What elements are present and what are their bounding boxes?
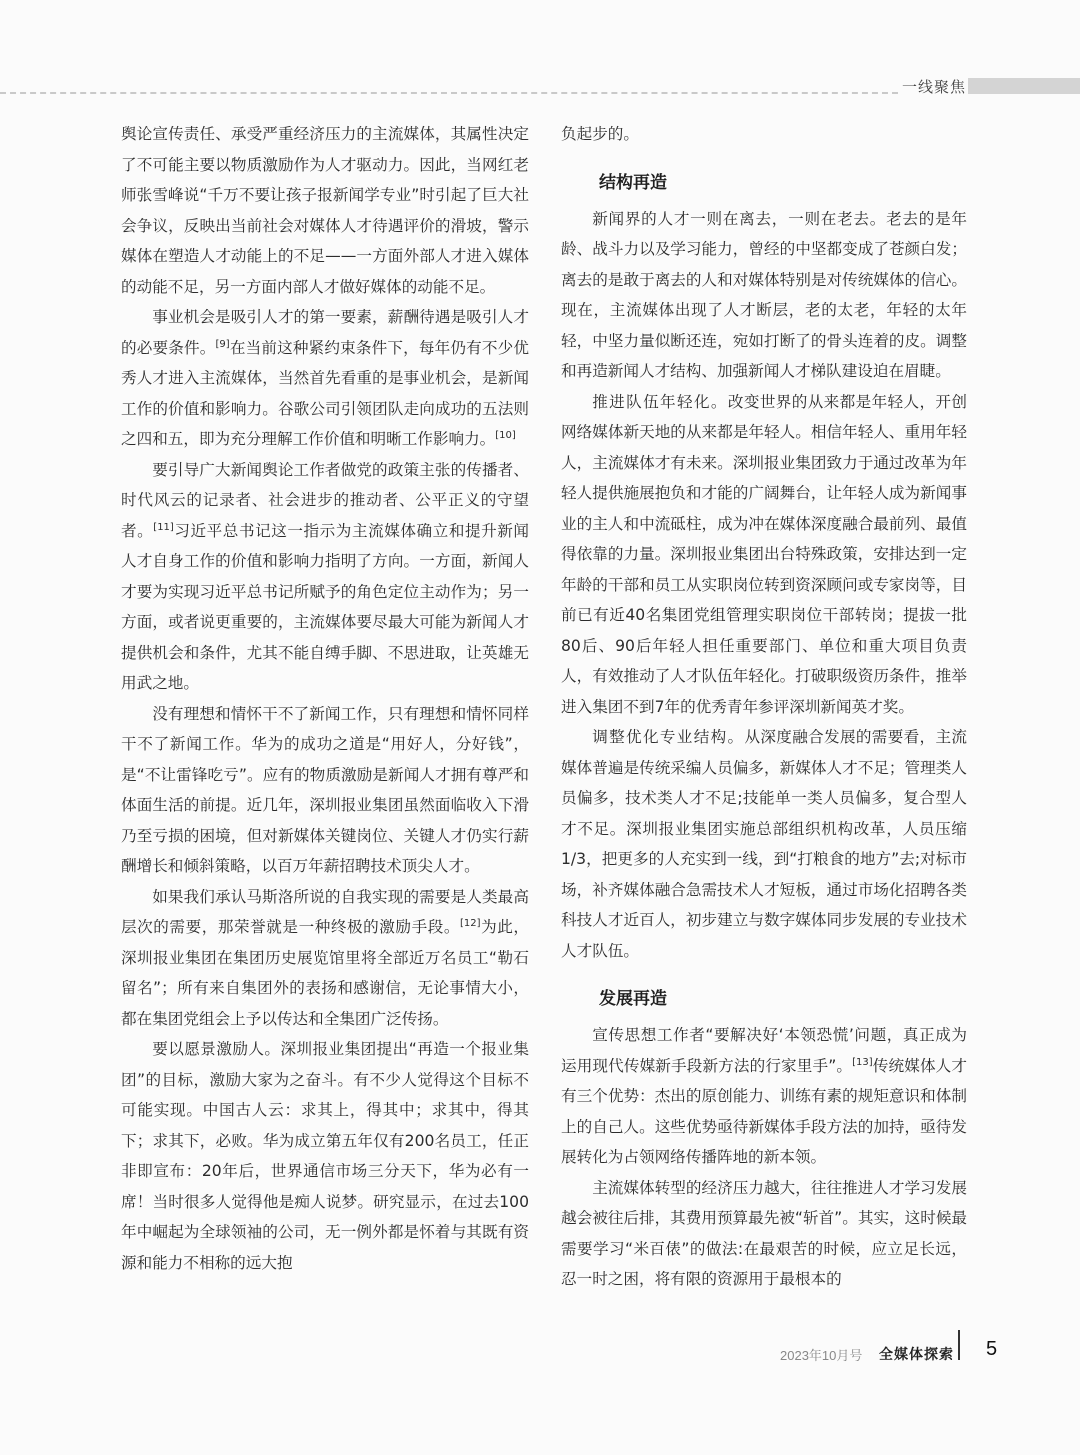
paragraph: 要以愿景激励人。深圳报业集团提出“再造一个报业集团”的目标，激励大家为之奋斗。有不少人觉得这个目标不可能实现。中国古人云：求其上，得其中；求其中，得其下；求其下，必败。华为成立第五年仅有200名员工，任正非即宣布：20年后，世界通信市场三分天下，华为必有一席！当时很多人觉得他是痴人说梦。研究显示，在过去100年中崛起为全球领袖的公司，无一例外都是怀着与其既有资源和能力不相称的远大抱 [121,1040,529,1272]
paragraph-lead: 推进队伍年轻化。 [592,392,728,411]
paragraph: 新闻界的人才一则在离去，一则在老去。老去的是年龄、战斗力以及学习能力，曾经的中坚都变成了苍颜白发；离去的是敢于离去的人和对媒体特别是对传统媒体的信心。现在，主流媒体出现了人才断层，老的太老，年轻的太年轻，中坚力量似断还连，宛如打断了的骨头连着的皮。调整和再造新闻人才结构、加强新闻人才梯队建设迫在眉睫。 [561,209,967,380]
paragraph: 宣传思想工作者“要解决好‘本领恐慌’问题，真正成为运用现代传媒新手段新方法的行家里手”。[13]传统媒体人才有三个优势：杰出的原创能力、训练有素的规矩意识和体制上的自己人。这些优势亟待新媒体手段方法的加持，亟待发展转化为占领网络传播阵地的新本领。 [561,1026,967,1166]
page-number: 5 [986,1338,998,1360]
footer-issue: 2023年10月号 [780,1348,863,1363]
citation: [12] [460,917,481,929]
paragraph: 推进队伍年轻化。改变世界的从来都是年轻人，开创网络媒体新天地的从来都是年轻人。相信年轻人、重用年轻人，主流媒体才有未来。深圳报业集团致力于通过改革为年轻人提供施展抱负和才能的广阔舞台，让年轻人成为新闻事业的主人和中流砥柱，成为冲在媒体深度融合最前列、最值得依靠的力量。深圳报业集团出台特殊政策，安排达到一定年龄的干部和员工从实职岗位转到资深顾问或专家岗等，目前已有近40名集团党组管理实职岗位干部转岗；提拔一批80后、90后年轻人担任重要部门、单位和重大项目负责人，有效推动了人才队伍年轻化。打破职级资历条件，推举进入集团不到7年的优秀青年参评深圳新闻英才奖。 [561,392,967,716]
citation: [10] [495,429,516,441]
right-column [561,119,967,1295]
paragraph: 主流媒体转型的经济压力越大，往往推进人才学习发展越会被往后排，其费用预算最先被“斩首”。其实，这时候最需要学习“米百俵”的做法:在最艰苦的时候，应立足长远，忍一时之困，将有限的资源用于最根本的 [561,1178,968,1288]
header-dashed-rule [0,92,898,94]
paragraph: 要引导广大新闻舆论工作者做党的政策主张的传播者、时代风云的记录者、社会进步的推动者、公平正义的守望者。[11]习近平总书记这一指示为主流媒体确立和提升新闻人才自身工作的价值和影响力指明了方向。一方面，新闻人才要为实现习近平总书记所赋予的角色定位主动作为；另一方面，或者说更重要的，主流媒体要尽最大可能为新闻人才提供机会和条件，尤其不能自缚手脚、不思进取，让英雄无用武之地。 [121,460,529,692]
paragraph: 舆论宣传责任、承受严重经济压力的主流媒体，其属性决定了不可能主要以物质激励作为人才驱动力。因此，当网红老师张雪峰说“千万不要让孩子报新闻学专业”时引起了巨大社会争议，反映出当前社会对媒体人才待遇评价的滑坡，警示媒体在塑造人才动能上的不足——一方面外部人才进入媒体的动能不足，另一方面内部人才做好媒体的动能不足。 [121,125,529,296]
left-column [121,119,529,1278]
section-heading: 发展再造 [599,989,667,1009]
section-tag: 一线聚焦 [901,78,966,96]
footer-magazine-name: 全媒体探索 [879,1347,954,1363]
paragraph: 事业机会是吸引人才的第一要素，薪酬待遇是吸引人才的必要条件。[9]在当前这种紧约束条件下，每年仍有不少优秀人才进入主流媒体，当然首先看重的是事业机会，是新闻工作的价值和影响力。谷歌公司引领团队走向成功的五法则之四和五，即为充分理解工作价值和明晰工作影响力。[10] [121,308,529,448]
paragraph-lead: 调整优化专业结构。 [592,728,745,746]
header-gray-bar [968,78,1080,94]
paragraph: 调整优化专业结构。从深度融合发展的需要看，主流媒体普遍是传统采编人员偏多，新媒体人才不足；管理类人员偏多，技术类人才不足;技能单一类人员偏多，复合型人才不足。深圳报业集团实施总部组织机构改革，人员压缩1/3，把更多的人充实到一线，到“打粮食的地方”去;对标市场，补齐媒体融合急需技术人才短板，通过市场化招聘各类科技人才近百人，初步建立与数字媒体同步发展的专业技术人才队伍。 [561,728,967,960]
citation: [11] [153,521,174,533]
section-heading: 结构再造 [599,172,667,193]
citation: [13] [852,1056,873,1068]
paragraph: 负起步的。 [561,125,639,143]
paragraph: 如果我们承认马斯洛所说的自我实现的需要是人类最高层次的需要，那荣誉就是一种终极的激励手段。[12]为此，深圳报业集团在集团历史展览馆里将全部近万名员工“勒石留名”；所有来自集团外的表扬和感谢信，无论事情大小，都在集团党组会上予以传达和全集团广泛传扬。 [121,887,529,1028]
footer-divider [958,1330,960,1360]
citation: [9] [215,338,230,350]
paragraph: 没有理想和情怀干不了新闻工作，只有理想和情怀同样干不了新闻工作。华为的成功之道是“用好人，分好钱”，是“不让雷锋吃亏”。应有的物质激励是新闻人才拥有尊严和体面生活的前提。近几年，深圳报业集团虽然面临收入下滑乃至亏损的困境，但对新媒体关键岗位、关键人才仍实行薪酬增长和倾斜策略，以百万年薪招聘技术顶尖人才。 [121,704,529,875]
